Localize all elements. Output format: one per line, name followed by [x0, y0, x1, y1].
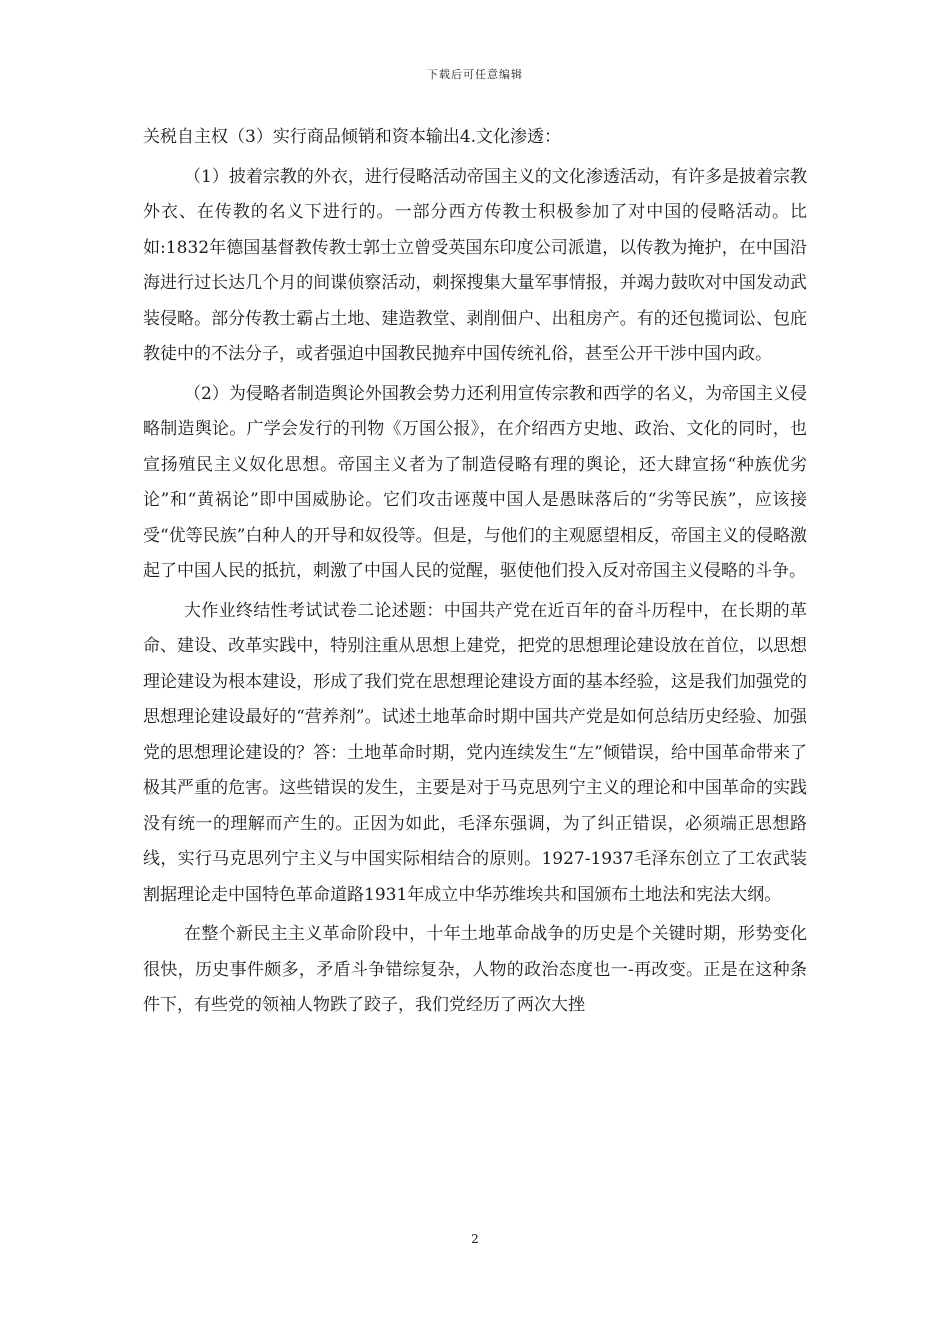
paragraph-land-revolution: 在整个新民主主义革命阶段中，十年土地革命战争的历史是个关键时期，形势变化很快，历史事件颇多，矛盾斗争错综复杂，人物的政治态度也一-再改变。正是在这种条件下，有些党的领袖人物跌了跤子，我们党经历了两次大挫	[143, 924, 807, 1015]
page-number: 2	[471, 1232, 479, 1246]
paragraph-essay-question: 大作业终结性考试试卷二论述题：中国共产党在近百年的奋斗历程中，在长期的革命、建设、改革实践中，特别注重从思想上建党，把党的思想理论建设放在首位，以思想理论建设为根本建设，形成了我们党在思想理论建设方面的基本经验，这是我们加强党的思想理论建设最好的“营养剂”。试述土地革命时期中国共产党是如何总结历史经验、加强党的思想理论建设的？答：土地革命时期，党内连续发生“左”倾错误，给中国革命带来了极其严重的危害。这些错误的发生，主要是对于马克思列宁主义的理论和中国革命的实践没有统一的理解而产生的。正因为如此，毛泽东强调，为了纠正错误，必须端正思想路线，实行马克思列宁主义与中国实际相结合的原则。1927-1937毛泽东创立了工农武装割据理论走中国特色革命道路1931年成立中华苏维埃共和国颁布土地法和宪法大纲。	[143, 600, 807, 905]
document-body	[143, 120, 807, 1024]
paragraph-propaganda: （2）为侵略者制造舆论外国教会势力还利用宣传宗教和西学的名义，为帝国主义侵略制造舆论。广学会发行的刊物《万国公报》，在介绍西方史地、政治、文化的同时，也宣扬殖民主义奴化思想。帝国主义者为了制造侵略有理的舆论，还大肆宣扬“种族优劣论”和“黄祸论”即中国威胁论。它们攻击诬蔑中国人是愚昧落后的“劣等民族”，应该接受“优等民族”白种人的开导和奴役等。但是，与他们的主观愿望相反，帝国主义的侵略激起了中国人民的抵抗，刺激了中国人民的觉醒，驱使他们投入反对帝国主义侵略的斗争。	[143, 383, 807, 581]
page-header: 下载后可任意编辑	[427, 68, 523, 81]
paragraph-religion: （1）披着宗教的外衣，进行侵略活动帝国主义的文化渗透活动，有许多是披着宗教外衣、在传教的名义下进行的。一部分西方传教士积极参加了对中国的侵略活动。比如:1832年德国基督教传教士郭士立曾受英国东印度公司派遣，以传教为掩护，在中国沿海进行过长达几个月的间谍侦察活动，刺探搜集大量军事情报，并竭力鼓吹对中国发动武装侵略。部分传教士霸占土地、建造教堂、剥削佃户、出租房产。有的还包揽词讼、包庇教徒中的不法分子，或者强迫中国教民抛弃中国传统礼俗，甚至公开干涉中国内政。	[143, 166, 807, 364]
paragraph-continuation: 关税自主权（3）实行商品倾销和资本输出4.文化渗透：	[143, 127, 562, 147]
